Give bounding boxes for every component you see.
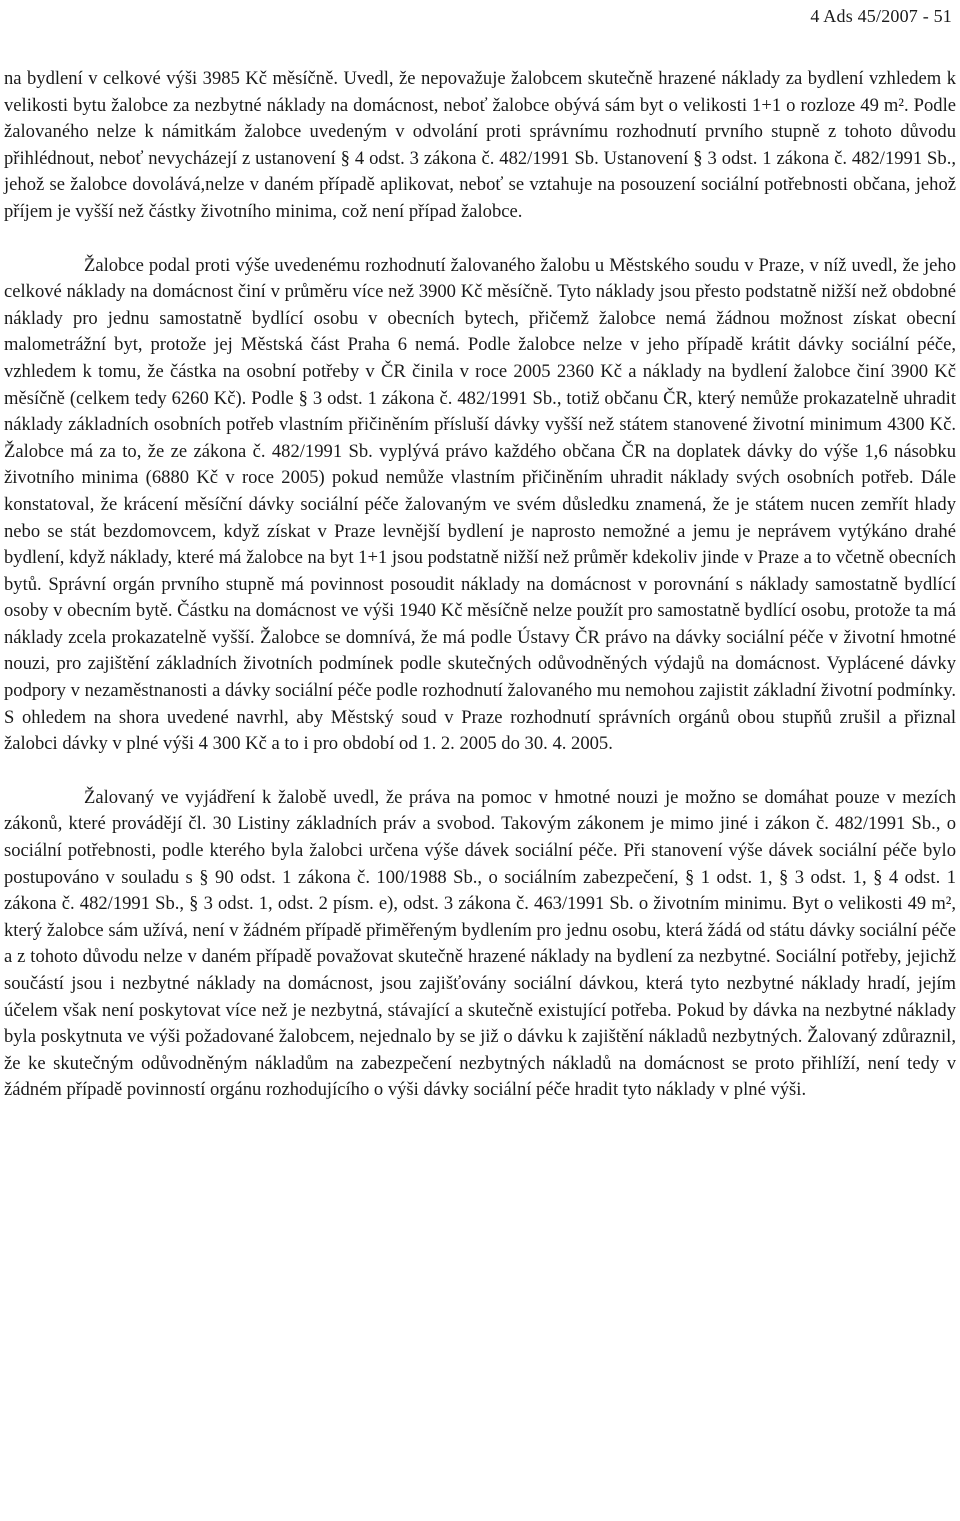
page-reference: 4 Ads 45/2007 - 51	[810, 6, 952, 26]
paragraph-2: Žalobce podal proti výše uvedenému rozhodnutí žalovaného žalobu u Městského soudu v Praze, v níž uvedl, že jeho celkové náklady na domácnost činí v průměru více než 3900 Kč měsíčně. Tyto náklady jsou přesto podstatně nižší než obdobné náklady pro jednu samostatně bydlící osobu v obecních bytech, přičemž žalobce nemá žádnou možnost získat obecní malometrážní byt, protože jej Městská část Praha 6 nemá. Podle žalobce nelze v jeho případě krátit dávky sociální péče, vzhledem k tomu, že částka na osobní potřeby v ČR činila v roce 2005 2360 Kč a náklady na bydlení žalobce činí 3900 Kč měsíčně (celkem tedy 6260 Kč). Podle § 3 odst. 1 zákona č. 482/1991 Sb., totiž občanu ČR, který nemůže prokazatelně uhradit náklady základních osobních potřeb vlastním přičiněním přísluší dávky vyšší než státem stanovené životní minimum 4300 Kč. Žalobce má za to, že ze zákona č. 482/1991 Sb. vyplývá právo každého občana ČR na doplatek dávky do výše 1,6 násobku životního minima (6880 Kč v roce 2005) pokud nemůže vlastním přičiněním uhradit náklady svých osobních potřeb. Dále konstatoval, že krácení měsíční dávky sociální péče žalovaným ve svém důsledku znamená, že je státem nucen zemřít hlady nebo se stát bezdomovcem, když získat v Praze levnější bydlení je naprosto nemožné a jemu je neprávem vytýkáno drahé bydlení, když náklady, které má žalobce na byt 1+1 jsou podstatně nižší než průměr kdekoliv jinde v Praze a to včetně obecních bytů. Správní orgán prvního stupně má povinnost posoudit náklady na domácnost v porovnání s náklady samostatně bydlící osoby v obecním bytě. Částku na domácnost ve výši 1940 Kč měsíčně nelze použít pro samostatně bydlící osobu, protože ta má náklady zcela prokazatelně vyšší. Žalobce se domnívá, že má podle Ústavy ČR právo na dávky sociální péče v životní hmotné nouzi, pro zajištění základních životních podmínek podle skutečných odůvodněných výdajů na domácnost. Vyplácené dávky podpory v nezaměstnanosti a dávky sociální péče podle rozhodnutí žalovaného mu nemohou zajistit základní životní podmínky. S ohledem na shora uvedené navrhl, aby Městský soud v Praze rozhodnutí správních orgánů obou stupňů zrušil a přiznal žalobci dávky v plné výši 4 300 Kč a to i pro období od 1. 2. 2005 do 30. 4. 2005.	[4, 254, 956, 755]
paragraph-3: Žalovaný ve vyjádření k žalobě uvedl, že práva na pomoc v hmotné nouzi je možno se domáhat pouze v mezích zákonů, které provádějí čl. 30 Listiny základních práv a svobod. Takovým zákonem je mimo jiné i zákon č. 482/1991 Sb., o sociální potřebnosti, podle kterého byla žalobci určena výše dávek sociální péče. Při stanovení výše dávek sociální péče bylo postupováno v souladu s § 90 odst. 1 zákona č. 100/1988 Sb., o sociálním zabezpečení, § 1 odst. 1, § 3 odst. 1, § 4 odst. 1 zákona č. 482/1991 Sb., § 3 odst. 1, odst. 2 písm. e), odst. 3 zákona č. 463/1991 Sb. o životním minimu. Byt o velikosti 49 m², který žalobce sám užívá, není v žádném případě přiměřeným bydlením pro jednu osobu, která žádá od státu dávky sociální péče a z tohoto důvodu nelze v daném případě považovat skutečně hrazené náklady na bydlení za nezbytné. Sociální potřeby, jejichž součástí jsou i nezbytné náklady na domácnost, jsou zajišťovány sociální dávkou, která tyto nezbytné náklady hradí, jejím účelem však není poskytovat více než je nezbytná, stávající a skutečně existující potřeba. Pokud by dávka na nezbytné náklady byla poskytnuta ve výši požadované žalobcem, nejednalo by se již o dávku k zajištění nákladů nezbytných. Žalovaný zdůraznil, že ke skutečným odůvodněným nákladům na zabezpečení nezbytných nákladů na domácnost se proto přihlíží, není tedy v žádném případě povinností orgánu rozhodujícího o výši dávky sociální péče hradit tyto náklady v plné výši.	[4, 786, 956, 1101]
paragraph-1: na bydlení v celkové výši 3985 Kč měsíčně. Uvedl, že nepovažuje žalobcem skutečně hrazené náklady za bydlení vzhledem k velikosti bytu žalobce za nezbytné náklady na domácnost, neboť žalobce obývá sám byt o velikosti 1+1 o rozloze 49 m². Podle žalovaného nelze k námitkám žalobce uvedeným v odvolání proti správnímu rozhodnutí prvního stupně z tohoto důvodu přihlédnout, neboť nevycházejí z ustanovení § 4 odst. 3 zákona č. 482/1991 Sb. Ustanovení § 3 odst. 1 zákona č. 482/1991 Sb., jehož se žalobce dovolává,nelze v daném případě aplikovat, neboť se vztahuje na posouzení sociální potřebnosti občana, jehož příjem je vyšší než částky životního minima, což není případ žalobce.	[4, 68, 956, 222]
document-body	[4, 66, 956, 1104]
